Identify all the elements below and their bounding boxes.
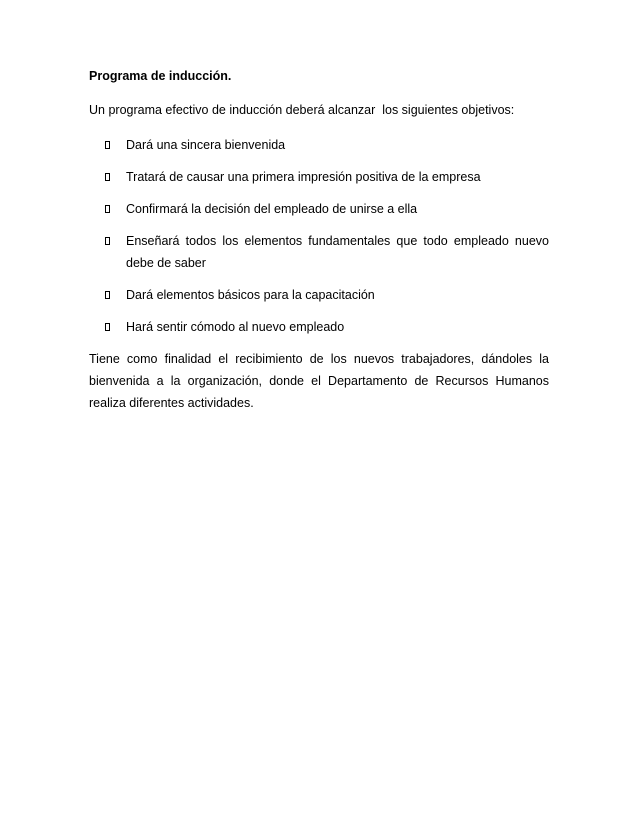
list-item: [89, 134, 549, 156]
bullet-box-icon: [105, 141, 110, 149]
list-item: [89, 230, 549, 274]
bullet-box-icon: [105, 291, 110, 299]
list-item-text: Confirmará la decisión del empleado de unirse a ella: [126, 202, 418, 216]
list-item: [89, 166, 549, 188]
intro-paragraph: Un programa efectivo de inducción deberá alcanzar los siguientes objetivos:: [89, 103, 515, 117]
list-item-text: Tratará de causar una primera impresión positiva de la empresa: [126, 170, 481, 184]
list-item-text: Hará sentir cómodo al nuevo empleado: [126, 320, 345, 334]
list-item-text: Dará una sincera bienvenida: [126, 138, 286, 152]
list-item-text: Enseñará todos los elementos fundamentales que todo empleado nuevo debe de saber: [126, 234, 549, 270]
list-item: [89, 284, 549, 306]
list-item: [89, 316, 549, 338]
bullet-box-icon: [105, 323, 110, 331]
objectives-list: [89, 134, 549, 338]
closing-paragraph: Tiene como finalidad el recibimiento de los nuevos trabajadores, dándoles la bienvenida a la organización, donde el Departamento de Recursos Humanos realiza diferentes actividades.: [89, 352, 549, 410]
document-body: [89, 68, 549, 414]
list-item: [89, 198, 549, 220]
bullet-box-icon: [105, 237, 110, 245]
bullet-box-icon: [105, 205, 110, 213]
bullet-box-icon: [105, 173, 110, 181]
section-title: Programa de inducción.: [89, 69, 232, 83]
list-item-text: Dará elementos básicos para la capacitación: [126, 288, 375, 302]
